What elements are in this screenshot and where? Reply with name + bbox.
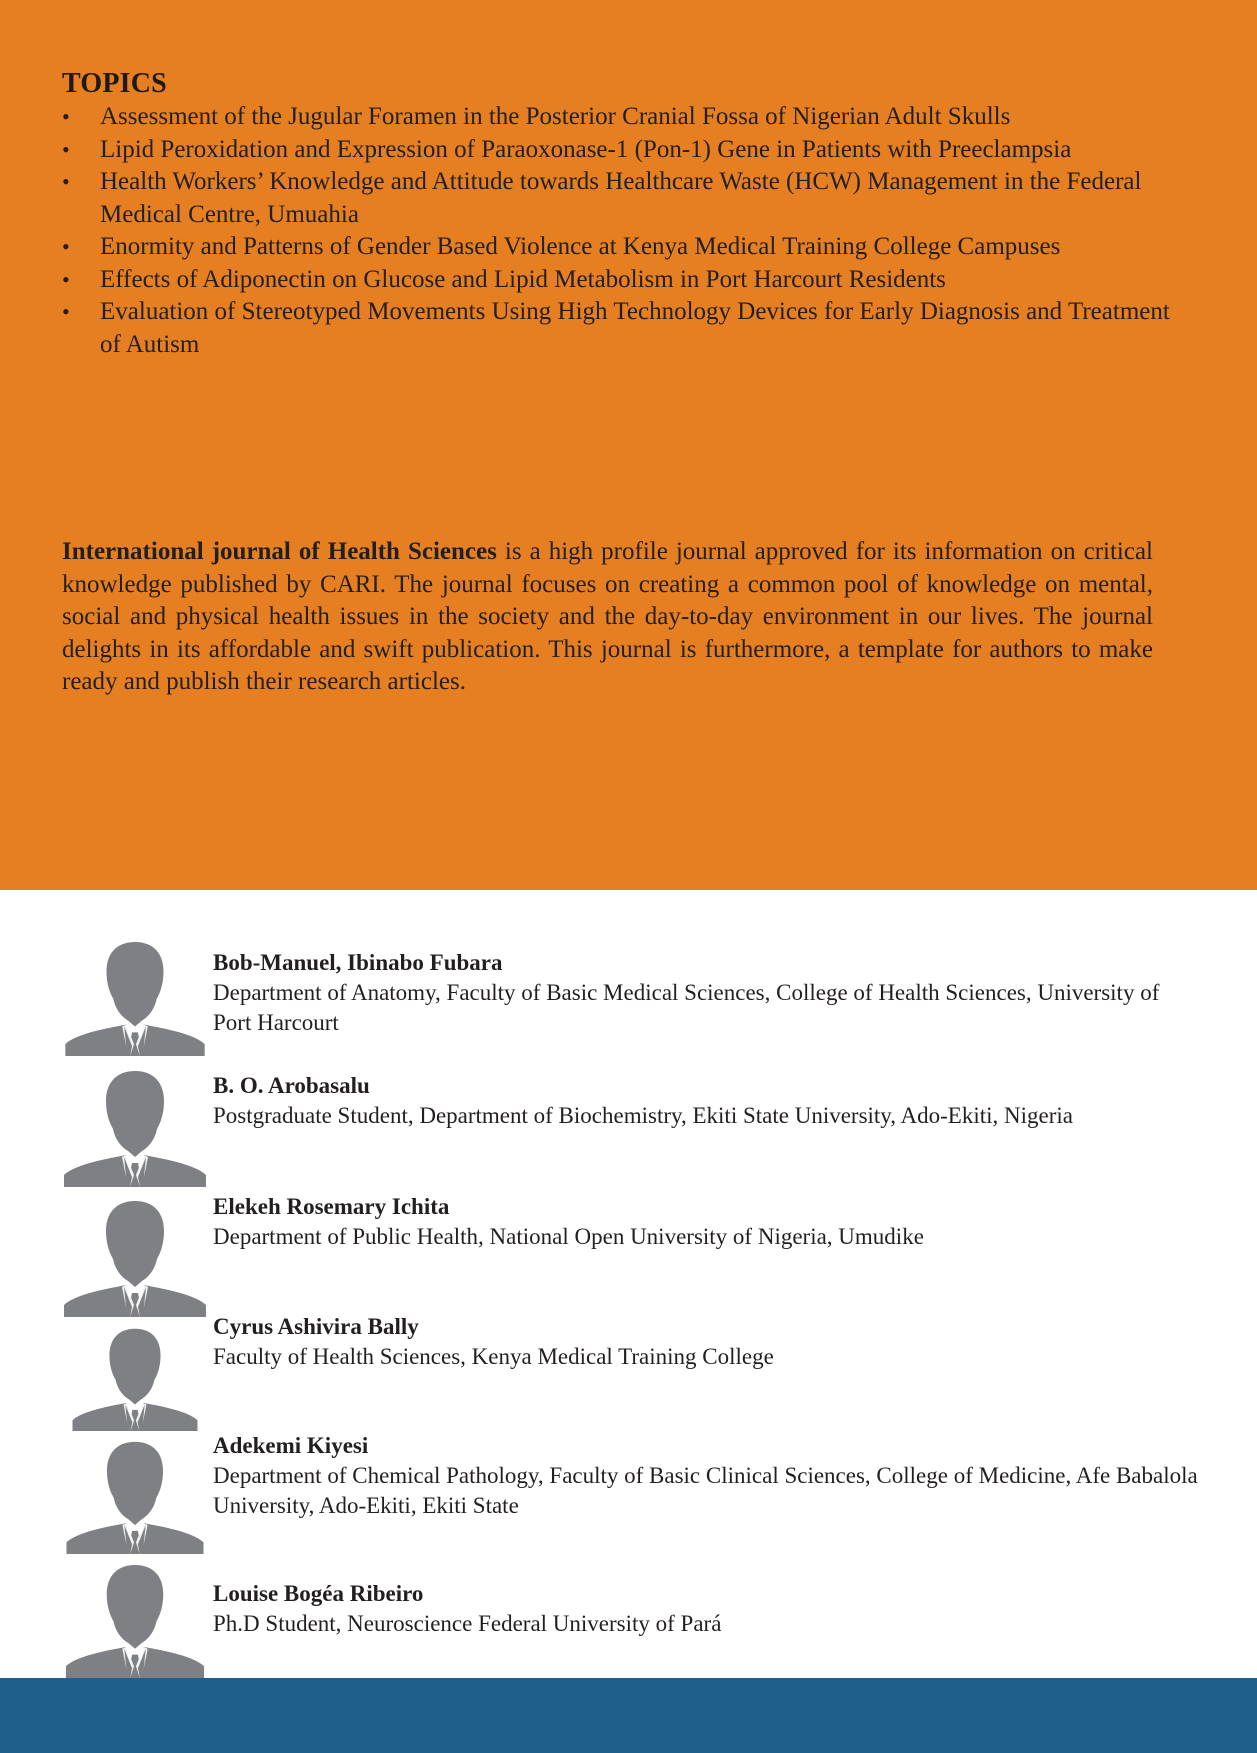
topic-item [62,134,1172,167]
author-card [62,1433,1212,1560]
topic-item [62,264,1172,297]
topics-heading: TOPICS [62,68,167,99]
topic-text: Effects of Adiponectin on Glucose and Lipid Metabolism in Port Harcourt Residents [100,265,946,293]
author-card [62,940,1212,1060]
author-info [213,1312,1203,1372]
author-info [213,1579,1203,1639]
author-card [62,1563,1212,1683]
topic-item [62,296,1172,361]
author-card [62,1194,1212,1317]
topic-item [62,166,1172,231]
topics-list [62,101,1172,361]
topic-text: Lipid Peroxidation and Expression of Paraoxonase-1 (Pon-1) Gene in Patients with Preeclampsia [100,135,1072,163]
author-name: Bob-Manuel, Ibinabo Fubara [213,950,503,975]
topic-item [62,101,1172,134]
journal-description [62,536,1153,699]
topic-text: Assessment of the Jugular Foramen in the Posterior Cranial Fossa of Nigerian Adult Skulls [100,103,1011,130]
person-silhouette-icon [64,940,206,1056]
person-silhouette-icon [64,1327,206,1431]
bullet-icon: • [62,234,70,259]
person-silhouette-icon [64,1563,206,1678]
bullet-icon: • [62,299,70,324]
author-name: Louise Bogéa Ribeiro [213,1581,424,1606]
topic-text: Enormity and Patterns of Gender Based Violence at Kenya Medical Training College Campuses [100,233,1061,260]
topic-item [62,231,1172,264]
footer-band [0,1678,1257,1753]
author-card [62,1069,1212,1189]
author-info [213,1071,1203,1131]
author-info [213,948,1203,1038]
author-affiliation: Ph.D Student, Neuroscience Federal University of Pará [213,1611,722,1636]
author-name: B. O. Arobasalu [213,1073,370,1098]
author-info [213,1431,1203,1521]
author-affiliation: Department of Chemical Pathology, Faculty of Basic Clinical Sciences, College of Medicine, Afe Babalola University, Ado-Ekiti, Ekiti State [213,1463,1198,1518]
journal-name: International journal of Health Sciences [62,538,497,565]
journal-description-text: is a high profile journal approved for its information on critical knowledge published by CARI. The journal focuses on creating a common pool of knowledge on mental, social and physical health issues in the society and the day-to-day environment in our lives. The journal delights in its affordable and swift publication. This journal is furthermore, a template for authors to make ready and publish their research articles. [62,538,1153,695]
person-silhouette-icon [64,1197,206,1319]
bullet-icon: • [62,169,70,194]
author-name: Cyrus Ashivira Bally [213,1314,419,1339]
bullet-icon: • [62,136,70,162]
author-affiliation: Department of Public Health, National Open University of Nigeria, Umudike [213,1224,924,1249]
author-info [213,1192,1203,1252]
author-card [62,1314,1212,1447]
topic-text: Health Workers’ Knowledge and Attitude towards Healthcare Waste (HCW) Management in the Federal Medical Centre, Umuahia [100,168,1142,228]
author-name: Elekeh Rosemary Ichita [213,1194,450,1219]
bullet-icon: • [62,104,70,129]
person-silhouette-icon [64,1069,206,1187]
author-name: Adekemi Kiyesi [213,1433,369,1458]
author-affiliation: Department of Anatomy, Faculty of Basic Medical Sciences, College of Health Sciences, University of Port Harcourt [213,980,1160,1035]
person-silhouette-icon [64,1440,206,1554]
author-affiliation: Faculty of Health Sciences, Kenya Medical Training College [213,1344,774,1369]
author-affiliation: Postgraduate Student, Department of Biochemistry, Ekiti State University, Ado-Ekiti, Nigeria [213,1103,1073,1128]
topic-text: Evaluation of Stereotyped Movements Using High Technology Devices for Early Diagnosis and Treatment of Autism [100,298,1170,358]
bullet-icon: • [62,266,70,292]
